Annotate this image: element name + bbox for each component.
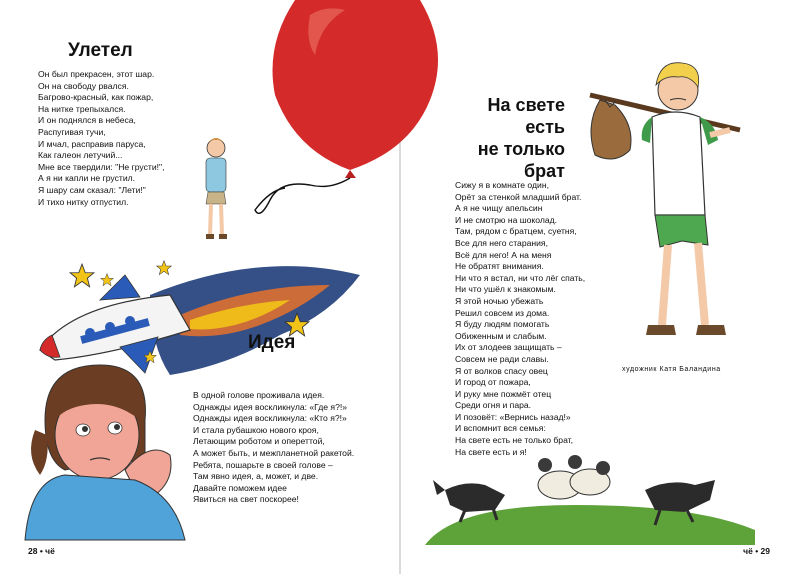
poem-line: На свете есть не только брат, xyxy=(455,435,574,446)
poem-line: А может быть, и межпланетной ракетой. xyxy=(193,447,355,458)
poem-line: Их от злодеев защищать – xyxy=(455,342,562,353)
title-line: брат xyxy=(524,161,565,181)
poem-line: Все для него старания, xyxy=(455,237,548,248)
poem-line: Как галеон летучий... xyxy=(38,150,123,161)
poem-title-brat xyxy=(478,94,565,182)
poem-line: Решил совсем из дома. xyxy=(455,307,550,318)
poem-line: Я от волков спасу овец xyxy=(455,365,548,376)
title-line: не только xyxy=(477,139,565,159)
poem-ideya xyxy=(193,390,354,506)
poem-uletel xyxy=(38,69,164,208)
poem-title-uletel: Улетел xyxy=(68,40,133,61)
poem-line: Давайте поможем идее xyxy=(193,482,287,493)
poem-line: Распугивая тучи, xyxy=(38,126,106,137)
poem-line: Летающим роботом и опереттой, xyxy=(193,436,325,447)
poem-line: А я не чищу апельсин xyxy=(455,203,543,214)
poem-line: И стала рубашкою нового кроя, xyxy=(193,424,319,435)
wolves-and-sheep-illustration xyxy=(425,440,755,545)
poem-brat xyxy=(455,180,585,458)
illustrator-credit: художник Катя Баландина xyxy=(622,366,721,373)
poem-line: Там, рядом с братцем, суетня, xyxy=(455,226,577,237)
poem-line: Багрово-красный, как пожар, xyxy=(38,92,154,103)
poem-line: Однажды идея воскликнула: «Где я?!» xyxy=(193,401,348,412)
poem-line: Там явно идея, а, может, и две. xyxy=(193,471,319,482)
poem-line: И руку мне пожмёт отец xyxy=(455,388,552,399)
poem-line: Я этой ночью убежать xyxy=(455,295,544,306)
poem-line: И мчал, расправив паруса, xyxy=(38,138,146,149)
poem-line: И не смотрю на шоколад. xyxy=(455,214,558,225)
thinking-girl-illustration xyxy=(25,360,185,540)
poem-line: Он был прекрасен, этот шар. xyxy=(38,69,155,79)
poem-line: Сижу я в комнате один, xyxy=(455,180,549,190)
poem-line: Явиться на свет поскорее! xyxy=(193,494,299,505)
right-page xyxy=(400,0,800,574)
poem-line: Я шару сам сказал: "Лети!" xyxy=(38,184,146,195)
star-icon xyxy=(68,263,96,289)
star-icon xyxy=(156,260,172,276)
poem-line: Мне все твердили: "Не грусти!", xyxy=(38,161,165,172)
poem-line: Обиженным и слабым. xyxy=(455,330,547,341)
poem-line: А я ни капли не грустил. xyxy=(38,173,136,184)
poem-line: Всё для него! А на меня xyxy=(455,249,552,260)
poem-line: Однажды идея воскликнула: «Кто я?!» xyxy=(193,413,347,424)
star-icon xyxy=(100,273,114,287)
poem-line: И позовёт: «Вернись назад!» xyxy=(455,411,571,422)
poem-line: И тихо нитку отпустил. xyxy=(38,196,129,207)
title-line: На свете xyxy=(487,95,565,115)
poem-line: Ни что ушёл к знакомым. xyxy=(455,284,556,295)
page-number: чё • 29 xyxy=(743,546,770,556)
poem-line: И город от пожара, xyxy=(455,377,531,388)
page-number: 28 • чё xyxy=(28,546,55,556)
title-line: есть xyxy=(525,117,565,137)
poem-line: Ребята, пошарьте в своей голове – xyxy=(193,459,333,470)
small-boy-illustration xyxy=(196,130,236,250)
poem-line: И вспомнит вся семья: xyxy=(455,423,546,434)
poem-line: Орёт за стенкой младший брат. xyxy=(455,191,582,202)
poem-line: В одной голове проживала идея. xyxy=(193,390,325,400)
poem-line: Не обратят внимания. xyxy=(455,261,544,272)
boy-with-bindle-illustration xyxy=(590,55,790,345)
poem-line: Я буду людям помогать xyxy=(455,319,550,330)
poem-line: Он на свободу рвался. xyxy=(38,80,129,91)
poem-line: На свете есть и я! xyxy=(455,446,527,457)
poem-line: Совсем не ради славы. xyxy=(455,353,549,364)
poem-title-ideya: Идея xyxy=(248,332,296,353)
poem-line: Ни что я встал, ни что лёг спать, xyxy=(455,272,586,283)
poem-line: И он поднялся в небеса, xyxy=(38,115,136,126)
poem-line: Среди огня и пара. xyxy=(455,400,532,411)
poem-line: На нитке трепыхался. xyxy=(38,103,126,114)
